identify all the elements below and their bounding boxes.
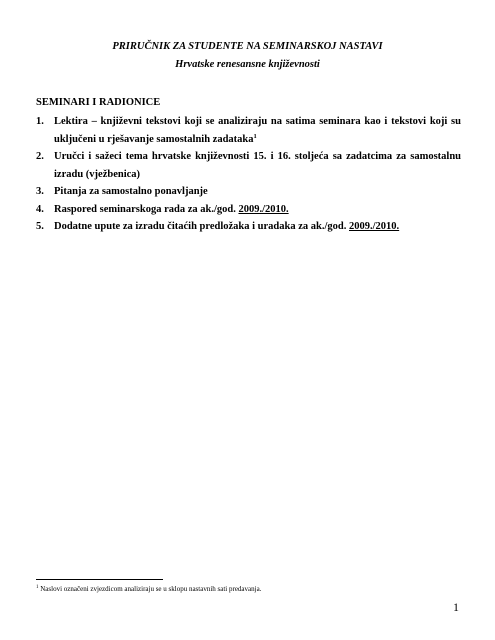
list-item-text: Uručci i sažeci tema hrvatske književnosti 15. i 16. stoljeća sa zadatcima za samostalnu izradu (vježbenica) (54, 151, 461, 180)
document-subtitle: Hrvatske renesansne književnosti (175, 59, 320, 70)
list-item-number: 5. (36, 221, 44, 232)
footnote-reference: 1 (253, 132, 257, 140)
academic-year: 2009./2010. (238, 203, 289, 215)
section-heading: SEMINARI I RADIONICE (36, 97, 161, 108)
contents-list (36, 113, 461, 236)
list-item-uruci (36, 148, 461, 183)
list-item-upute (36, 218, 461, 236)
list-item-number: 1. (36, 116, 44, 127)
footnote (36, 585, 261, 594)
list-item-lektira (36, 113, 461, 148)
academic-year: 2009./2010. (349, 221, 400, 232)
list-item-text: Pitanja za samostalno ponavljanje (54, 186, 208, 197)
footnote-separator (36, 579, 163, 580)
footnote-text: Naslovi označeni zvjezdicom analiziraju se u sklopu nastavnih sati predavanja. (40, 585, 262, 593)
list-item-pitanja (36, 183, 461, 201)
list-item-raspored (36, 201, 461, 219)
list-item-number: 3. (36, 186, 44, 197)
list-item-text: Dodatne upute za izradu čitaćih predložaka i uradaka za ak./god. (54, 221, 349, 232)
footnote-marker: 1 (36, 585, 39, 590)
list-item-text: Lektira – književni tekstovi koji se analiziraju na satima seminara kao i tekstovi koji su uključeni u rješavanje samostalnih zadataka (54, 116, 461, 145)
list-item-text: Raspored seminarskoga rada za ak./god. (54, 203, 239, 215)
list-item-number: 4. (36, 203, 44, 215)
list-item-number: 2. (36, 151, 44, 162)
document-title: PRIRUČNIK ZA STUDENTE NA SEMINARSKOJ NASTAVI (112, 41, 383, 52)
page-number: 1 (453, 600, 459, 614)
